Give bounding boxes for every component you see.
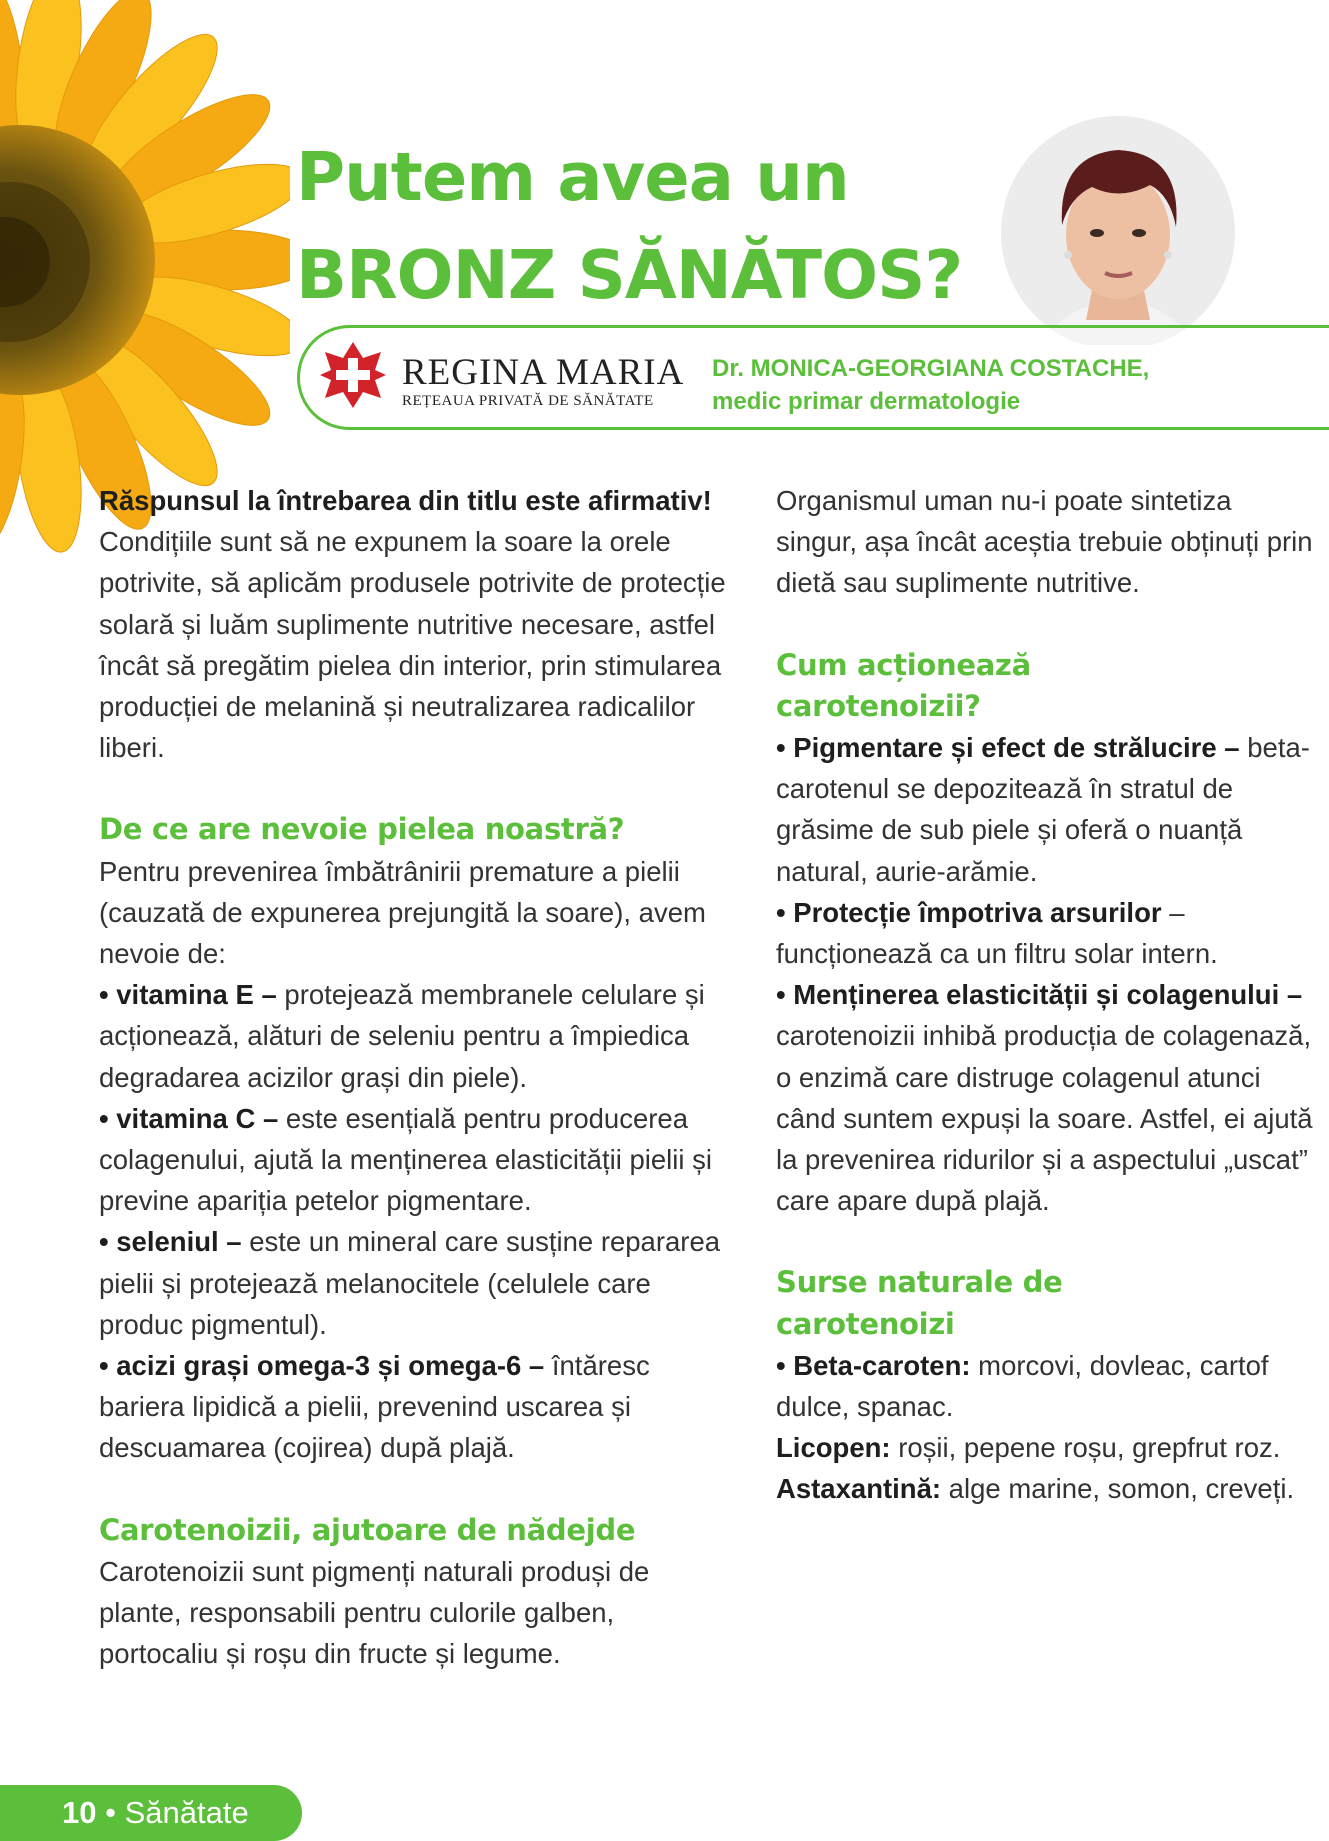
section-heading: Carotenoizii, ajutoare de nădejde [99,1512,636,1547]
title-line-2: BRONZ SĂNĂTOS? [296,236,963,314]
left-column [99,480,739,1674]
right-column [776,480,1316,1510]
title-line-1: Putem avea un [296,138,849,216]
section-heading: Cum acționează carotenoizii? [776,647,1031,723]
author-block [712,352,1149,418]
list-item: • Beta-caroten: morcovi, dovleac, cartof dulce, spanac. [776,1349,1269,1423]
footer-separator: • [105,1795,116,1830]
list-item: • Protecție împotriva arsurilor – funcționează ca un filtru solar intern. [776,896,1218,970]
right-intro-paragraph: Organismul uman nu-i poate sintetiza singur, așa încât aceștia trebuie obținuți prin dietă sau suplimente nutritive. [776,485,1313,599]
regina-maria-logo-icon [318,340,388,410]
list-item: • vitamina E – protejează membranele celulare și acționează, alături de seleniu pentru a împiedica degradarea acizilor grași din piele). [99,979,705,1093]
intro-bold: Răspunsul la întrebarea din titlu este afirmativ! [99,485,712,516]
author-name: Dr. MONICA-GEORGIANA COSTACHE, [712,355,1150,382]
section-intro: Pentru prevenirea îmbătrânirii premature a pielii (cauzată de expunerea prejungită la soare), avem nevoie de: [99,855,706,970]
section-heading: Surse naturale de carotenoizi [776,1265,1063,1341]
brand-block [402,354,684,410]
list-item: • Menținerea elasticității și colagenului – carotenoizii inhibă producția de colagenază, o enzimă care distruge colagenul atunci când suntem expuși la soare. Astfel, ei ajută la prevenirea ridurilor și a aspectului „uscat” care apare după plajă. [776,979,1313,1217]
list-item: Licopen: roșii, pepene roșu, grepfrut roz. [776,1432,1281,1464]
brand-name: REGINA MARIA [402,352,685,393]
author-portrait [1000,115,1236,345]
author-role: medic primar dermatologie [712,388,1021,415]
section-name: Sănătate [124,1795,249,1830]
brand-tagline: REȚEAUA PRIVATĂ DE SĂNĂTATE [402,393,654,409]
sunflower-image [0,0,290,560]
list-item: • seleniul – este un mineral care susține repararea pielii și protejează melanocitele (celulele care produc pigmentul). [99,1226,721,1340]
section-heading: De ce are nevoie pielea noastră? [99,812,625,847]
list-item: Astaxantină: alge marine, somon, creveți. [776,1473,1295,1505]
list-item: • acizi grași omega-3 și omega-6 – întăresc bariera lipidică a pielii, prevenind uscarea și descuamarea (cojirea) după plajă. [99,1350,650,1464]
list-item: • Pigmentare și efect de strălucire – beta-carotenul se depozitează în stratul de grăsime de sub piele și oferă o nuanță natural, aurie-arămie. [776,732,1310,887]
page-number: 10 [62,1795,97,1830]
page-title [296,128,962,324]
intro-paragraph [99,480,739,768]
intro-text: Condițiile sunt să ne expunem la soare la orele potrivite, să aplicăm produsele potrivite de protecție solară și luăm suplimente nutritive necesare, astfel încât să pregătim pielea din interior, prin stimularea producției de melanină și neutralizarea radicalilor liberi. [99,526,726,764]
list-item: • vitamina C – este esențială pentru producerea colagenului, ajută la menținerea elasticității pielii și previne apariția petelor pigmentare. [99,1102,712,1217]
section-text: Carotenoizii sunt pigmenți naturali produși de plante, responsabili pentru culorile galben, portocaliu și roșu din fructe și legume. [99,1555,650,1670]
page-footer [0,1785,302,1841]
